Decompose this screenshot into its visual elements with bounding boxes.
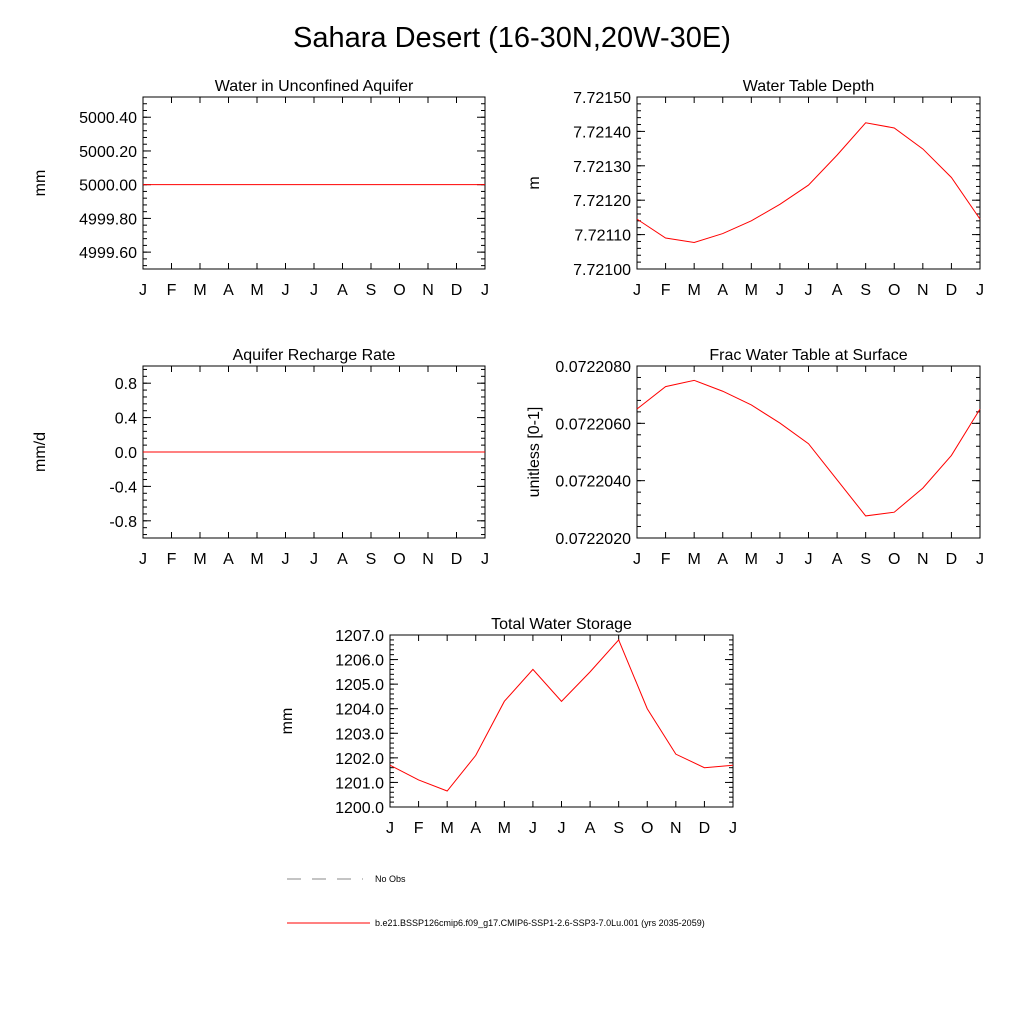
x-tick-label: F [166,551,177,568]
x-tick-label: J [976,282,984,299]
x-tick-label: A [831,551,843,568]
x-tick-label: A [223,551,234,568]
x-tick-label: M [687,551,701,568]
y-tick-label: 1207.0 [335,628,384,645]
x-tick-label: J [481,282,489,299]
x-tick-label: A [470,820,482,837]
x-tick-label: N [917,551,929,568]
x-tick-label: J [804,282,813,299]
x-tick-label: F [413,820,424,837]
y-tick-label: 0.0722040 [555,473,631,491]
y-tick-label: 7.72130 [573,158,631,176]
y-axis-label: mm/d [32,432,49,472]
y-tick-label: 5000.40 [79,110,137,128]
y-tick-label: 0.8 [114,376,137,394]
y-tick-label: 7.72110 [574,227,631,245]
y-axis-label: m [526,176,543,190]
y-tick-label: 1201.0 [335,775,384,793]
panel-title: Water in Unconfined Aquifer [214,78,414,95]
legend-model-label: b.e21.BSSP126cmip6.f09_g17.CMIP6-SSP1-2.6-SSP3-7.0Lu.001 (yrs 2035-2059) [375,918,705,928]
y-tick-label: 7.72100 [573,262,631,279]
x-tick-label: N [422,551,434,568]
y-tick-label: 5000.20 [79,143,137,161]
x-tick-label: F [660,282,671,299]
plot-frame [637,366,980,538]
x-tick-label: O [888,551,901,568]
y-tick-label: 0.0 [114,445,137,462]
y-tick-label: 0.0722080 [555,359,631,376]
y-tick-label: 1206.0 [335,652,384,670]
x-tick-label: D [450,282,463,299]
x-tick-label: M [744,551,758,568]
x-tick-label: D [945,282,958,299]
x-tick-label: O [393,551,406,568]
x-tick-label: A [584,820,596,837]
x-tick-label: J [386,820,394,837]
series-line [390,640,733,791]
y-tick-label: 1200.0 [335,800,384,817]
x-tick-label: J [633,282,641,299]
x-tick-label: J [976,551,984,568]
y-axis-label: mm [32,169,49,197]
x-tick-label: J [139,551,147,568]
x-tick-label: S [860,551,872,568]
plot-frame [143,97,485,269]
legend-obs-label: No Obs [375,874,406,884]
y-tick-label: 1205.0 [335,677,384,695]
x-tick-label: M [250,282,264,299]
x-tick-label: J [557,820,566,837]
panel-title: Total Water Storage [491,616,632,633]
x-tick-label: A [337,282,348,299]
x-tick-label: S [613,820,625,837]
panel-aquifer-recharge-rate [32,347,489,568]
y-tick-label: 5000.00 [79,177,137,195]
x-tick-label: M [193,282,207,299]
plot-frame [390,635,733,807]
x-tick-label: O [393,282,406,299]
x-tick-label: J [528,820,537,837]
y-tick-label: -0.8 [109,513,137,531]
x-tick-label: F [166,282,177,299]
series-line [637,123,980,243]
x-tick-label: S [365,551,377,568]
figure-title: Sahara Desert (16-30N,20W-30E) [293,22,731,54]
y-tick-label: 0.4 [114,410,137,428]
y-tick-label: 1203.0 [335,726,384,744]
x-tick-label: N [917,282,929,299]
x-tick-label: F [660,551,671,568]
x-tick-label: D [450,551,463,568]
x-tick-label: O [888,282,901,299]
x-tick-label: J [775,282,784,299]
panel-water-unconfined-aquifer [32,78,489,299]
x-tick-label: N [422,282,434,299]
y-tick-label: 1202.0 [335,750,384,768]
x-tick-label: D [698,820,711,837]
x-tick-label: J [633,551,641,568]
series-line [637,380,980,516]
y-tick-label: 7.72150 [573,90,631,107]
x-tick-label: M [687,282,701,299]
y-tick-label: 7.72120 [573,193,631,211]
x-tick-label: D [945,551,958,568]
y-axis-label: mm [279,707,296,735]
x-tick-label: M [497,820,511,837]
x-tick-label: J [310,551,318,568]
y-tick-label: -0.4 [109,479,137,497]
panel-title: Aquifer Recharge Rate [232,347,396,364]
x-tick-label: S [860,282,872,299]
panel-title: Frac Water Table at Surface [709,347,908,364]
x-tick-label: A [223,282,234,299]
y-tick-label: 0.0722020 [555,531,631,548]
x-tick-label: J [281,551,290,568]
x-tick-label: M [744,282,758,299]
x-tick-label: M [440,820,454,837]
x-tick-label: J [729,820,737,837]
x-tick-label: A [717,551,729,568]
x-tick-label: N [670,820,682,837]
panel-frac-water-table-surface [526,347,984,568]
panel-total-water-storage [279,616,737,837]
x-tick-label: J [310,282,318,299]
y-tick-label: 0.0722060 [555,416,631,434]
x-tick-label: S [365,282,377,299]
plot-frame [637,97,980,269]
x-tick-label: A [831,282,843,299]
x-tick-label: M [193,551,207,568]
y-tick-label: 7.72140 [573,124,631,142]
y-tick-label: 4999.60 [79,245,137,263]
x-tick-label: O [641,820,654,837]
x-tick-label: M [250,551,264,568]
x-tick-label: A [717,282,729,299]
x-tick-label: J [775,551,784,568]
legend [287,874,705,928]
x-tick-label: J [481,551,489,568]
x-tick-label: J [139,282,147,299]
y-tick-label: 4999.80 [79,211,137,229]
y-axis-label: unitless [0-1] [526,406,543,498]
x-tick-label: J [281,282,290,299]
panel-title: Water Table Depth [742,78,875,95]
x-tick-label: J [804,551,813,568]
x-tick-label: A [337,551,348,568]
y-tick-label: 1204.0 [335,701,384,719]
panel-water-table-depth [526,78,984,299]
